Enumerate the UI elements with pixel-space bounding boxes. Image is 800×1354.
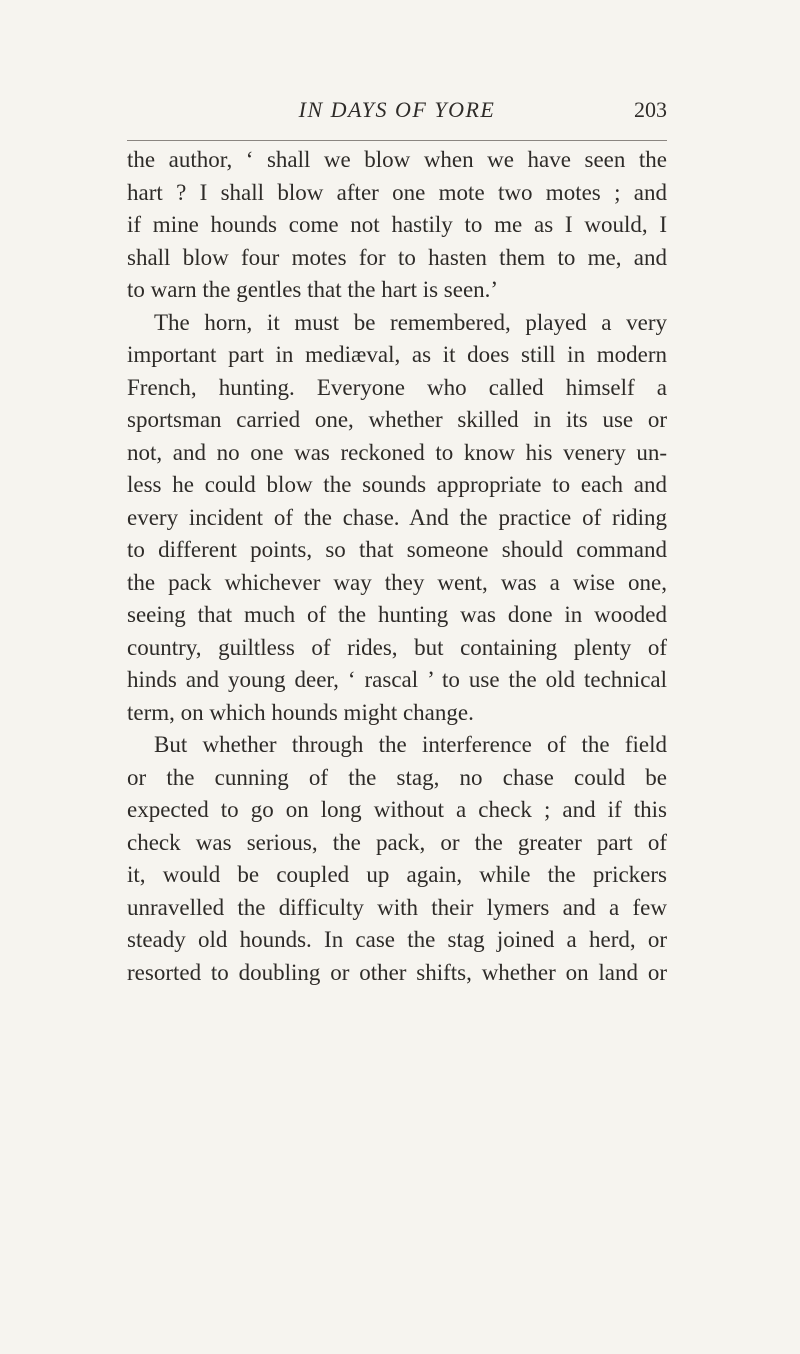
text-line: French, hunting. Everyone who called himself a: [127, 374, 667, 400]
text-line: country, guiltless of rides, but containing plenty of: [127, 634, 667, 660]
header-rule: [127, 140, 667, 141]
text-line: the author, ‘ shall we blow when we have seen the: [127, 147, 667, 172]
text-line: less he could blow the sounds appropriate to each and: [127, 472, 667, 497]
text-line: shall blow four motes for to hasten them to me, and: [127, 244, 667, 270]
text-line: steady old hounds. In case the stag joined a herd, or: [127, 927, 667, 952]
text-line: if mine hounds come not hastily to me as I would, I: [127, 212, 667, 237]
page-number: 203: [634, 97, 667, 122]
text-line: every incident of the chase. And the practice of riding: [127, 504, 667, 530]
running-head: IN DAYS OF YORE: [298, 97, 496, 122]
text-line: hart ? I shall blow after one mote two motes ; and: [127, 179, 667, 205]
text-line: unravelled the difficulty with their lymers and a few: [127, 894, 667, 920]
text-line: to different points, so that someone should command: [127, 537, 667, 562]
text-line: But whether through the interference of the field: [154, 732, 667, 757]
text-line: expected to go on long without a check ; and if this: [127, 797, 667, 822]
page-header: [127, 98, 667, 128]
text-line: it, would be coupled up again, while the prickers: [127, 862, 667, 887]
text-line: to warn the gentles that the hart is seen.’: [127, 277, 499, 302]
text-line: not, and no one was reckoned to know his venery un-: [127, 439, 667, 465]
text-line: hinds and young deer, ‘ rascal ’ to use the old technical: [127, 667, 667, 692]
text-line: The horn, it must be remembered, played a very: [154, 309, 667, 335]
body-text: [127, 144, 667, 989]
text-line: sportsman carried one, whether skilled in its use or: [127, 407, 667, 432]
text-line: check was serious, the pack, or the greater part of: [127, 829, 667, 855]
text-line: resorted to doubling or other shifts, whether on land or: [127, 959, 667, 985]
text-line: important part in mediæval, as it does still in modern: [127, 342, 667, 367]
text-line: or the cunning of the stag, no chase could be: [127, 764, 667, 790]
text-line: term, on which hounds might change.: [127, 699, 474, 725]
text-line: the pack whichever way they went, was a wise one,: [127, 569, 667, 595]
text-line: seeing that much of the hunting was done in wooded: [127, 602, 667, 627]
